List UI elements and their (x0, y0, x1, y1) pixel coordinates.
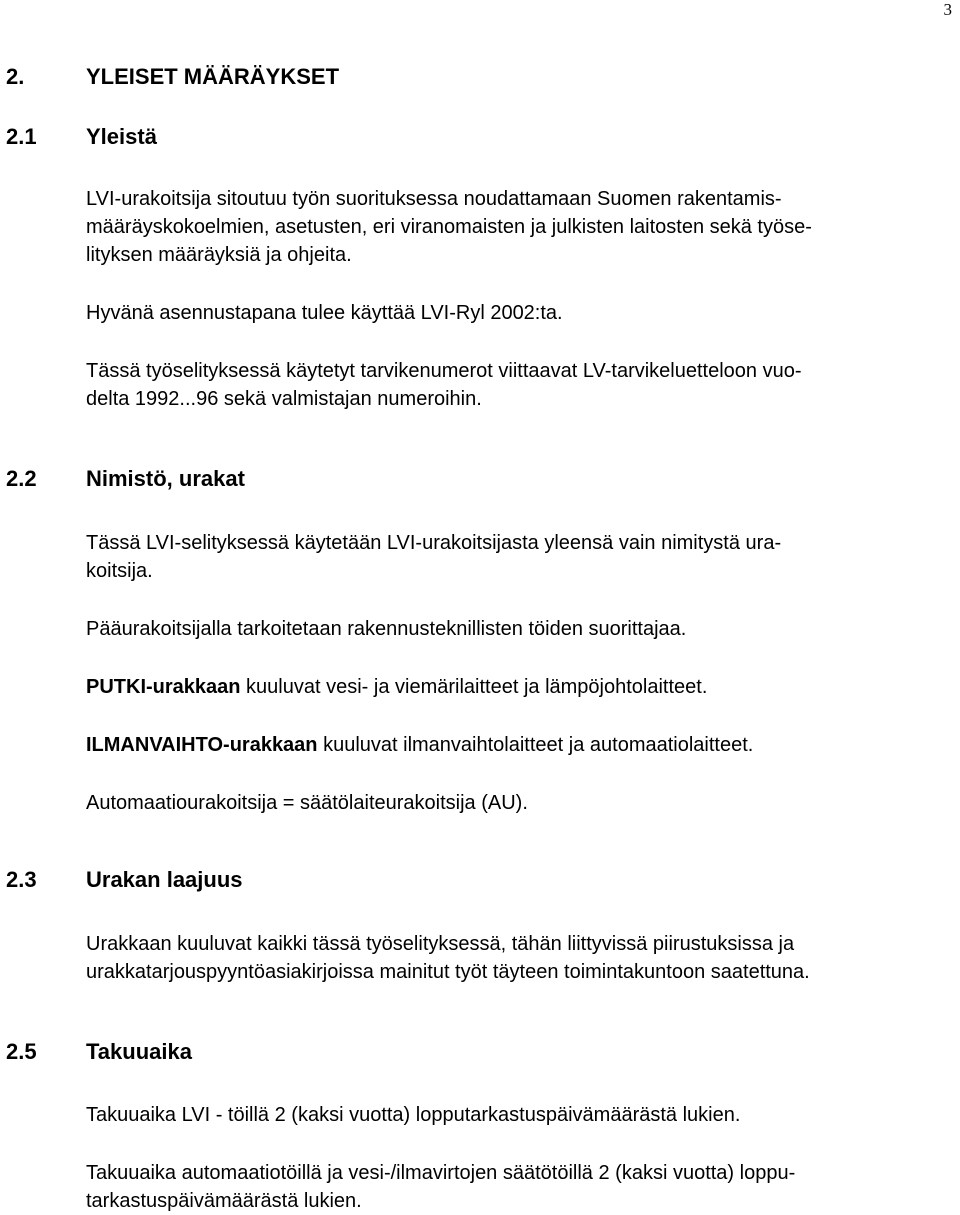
text-line: Tässä työselityksessä käytetyt tarvikenumerot viittaavat LV-tarvikeluetteloon vuo- (86, 360, 802, 382)
section-title: Yleistä (86, 124, 157, 149)
section-number: 2.5 (6, 1039, 37, 1064)
text-line: Hyvänä asennustapana tulee käyttää LVI-Ryl 2002:ta. (86, 302, 563, 324)
text-line: delta 1992...96 sekä valmistajan numeroihin. (86, 388, 482, 410)
bold-term: ILMANVAIHTO-urakkaan (86, 734, 318, 756)
text-line: Takuuaika automaatiotöillä ja vesi-/ilmavirtojen säätötöillä 2 (kaksi vuotta) loppu- (86, 1162, 796, 1184)
section-title: YLEISET MÄÄRÄYKSET (86, 64, 340, 89)
paragraph-2-2-3 (86, 673, 960, 701)
text-line: tarkastuspäivämäärästä lukien. (86, 1190, 362, 1212)
text-line: LVI-urakoitsija sitoutuu työn suorituksessa noudattamaan Suomen rakentamis- (86, 188, 782, 210)
text-span: kuuluvat ilmanvaihtolaitteet ja automaatiolaitteet. (317, 734, 754, 756)
text-line: Pääurakoitsijalla tarkoitetaan rakennusteknillisten töiden suorittajaa. (86, 618, 687, 640)
paragraph-2-2-4 (86, 731, 960, 759)
section-number: 2.2 (6, 466, 37, 491)
text-line (86, 731, 960, 759)
paragraph-2-1-1 (86, 185, 960, 269)
text-line: Takuuaika LVI - töillä 2 (kaksi vuotta) lopputarkastuspäivämäärästä lukien. (86, 1104, 741, 1126)
page-number: 3 (943, 0, 952, 19)
text-span: kuuluvat vesi- ja viemärilaitteet ja lämpöjohtolaitteet. (240, 676, 708, 698)
text-line: koitsija. (86, 560, 153, 582)
paragraph-2-3-1 (86, 930, 960, 986)
section-title: Urakan laajuus (86, 867, 243, 892)
text-line (86, 673, 960, 701)
section-number: 2. (6, 64, 25, 89)
section-title: Takuuaika (86, 1039, 192, 1064)
text-line: Tässä LVI-selityksessä käytetään LVI-urakoitsijasta yleensä vain nimitystä ura- (86, 532, 782, 554)
text-line: lityksen määräyksiä ja ohjeita. (86, 244, 352, 266)
text-line: urakkatarjouspyyntöasiakirjoissa mainitut työt täyteen toimintakuntoon saatettuna. (86, 961, 810, 983)
section-number: 2.3 (6, 867, 37, 892)
text-line: Automaatiourakoitsija = säätölaiteurakoitsija (AU). (86, 792, 528, 814)
section-number: 2.1 (6, 124, 37, 149)
paragraph-2-2-5 (86, 789, 960, 817)
text-line: Urakkaan kuuluvat kaikki tässä työselityksessä, tähän liittyvissä piirustuksissa ja (86, 933, 795, 955)
paragraph-2-2-2 (86, 615, 960, 643)
paragraph-2-2-1 (86, 529, 960, 585)
section-title: Nimistö, urakat (86, 466, 245, 491)
text-line: määräyskokoelmien, asetusten, eri viranomaisten ja julkisten laitosten sekä työse- (86, 216, 812, 238)
paragraph-2-1-3 (86, 357, 960, 413)
paragraph-2-5-2 (86, 1159, 960, 1215)
paragraph-2-1-2 (86, 299, 960, 327)
paragraph-2-5-1 (86, 1101, 960, 1129)
bold-term: PUTKI-urakkaan (86, 676, 241, 698)
